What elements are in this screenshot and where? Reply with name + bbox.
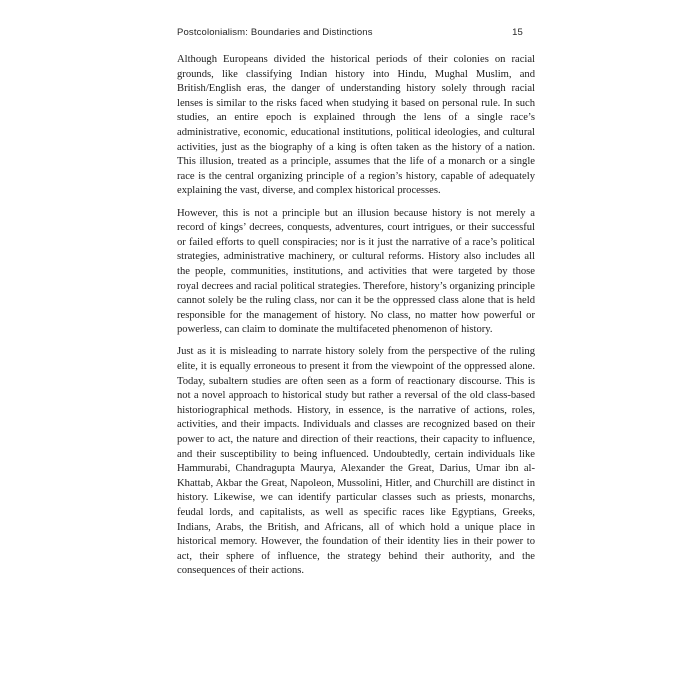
page-content xyxy=(177,27,535,579)
paragraph-3: Just as it is misleading to narrate history solely from the perspective of the ruling elite, it is equally erroneous to present it from the viewpoint of the oppressed alone. Today, subaltern studies are often seen as a form of reactionary discourse. This is not a novel approach to historical study but rather a reversal of the old class-based historiographical methods. History, in essence, is the narrative of actions, roles, activities, and their impacts. Individuals and classes are recognized based on their power to act, the nature and direction of their reactions, their capacity to influence, and their susceptibility to being influenced. Undoubtedly, certain individuals like Hammurabi, Chandragupta Maurya, Alexander the Great, Darius, Umar ibn al-Khattab, Akbar the Great, Napoleon, Mussolini, Hitler, and Churchill are distinct in history. Likewise, we can identify particular classes such as priests, monarchs, feudal lords, and capitalists, as well as specific races like Egyptians, Greeks, Indians, Arabs, the British, and Africans, all of which hold a unique place in historical memory. However, the foundation of their identity lies in their power to act, their sphere of influence, the strategy behind their authority, and the consequences of their actions. xyxy=(177,346,535,577)
running-header-title: Postcolonialism: Boundaries and Distinctions xyxy=(177,27,373,38)
running-header xyxy=(177,27,535,38)
body-text xyxy=(177,53,535,579)
page-number: 15 xyxy=(512,27,523,38)
paragraph-2: However, this is not a principle but an illusion because history is not merely a record of kings’ decrees, conquests, adventures, court intrigues, or their successful or failed efforts to quell conspiracies; nor is it just the narrative of a race’s political strategies, administrative machinery, or cultural reforms. History also includes all the people, communities, institutions, and activities that were targeted by those royal decrees and racial political strategies. Therefore, history’s organizing principle cannot solely be the ruling class, nor can it be the oppressed class alone that is held responsible for the management of history. No class, no matter how powerful or powerless, can claim to dominate the multifaceted phenomenon of history. xyxy=(177,207,535,336)
paragraph-1: Although Europeans divided the historical periods of their colonies on racial grounds, like classifying Indian history into Hindu, Mughal Muslim, and British/English eras, the danger of understanding history solely through racial lenses is similar to the risks faced when studying it based on personal rule. In such studies, an entire epoch is explained through the lens of a single race’s administrative, economic, educational institutions, political ideologies, and cultural activities, just as the biography of a king is often taken as the history of a nation. This illusion, treated as a principle, assumes that the life of a monarch or a single race is the central organizing principle of a region’s history, capable of adequately explaining the vast, diverse, and complex historical processes. xyxy=(177,54,535,197)
